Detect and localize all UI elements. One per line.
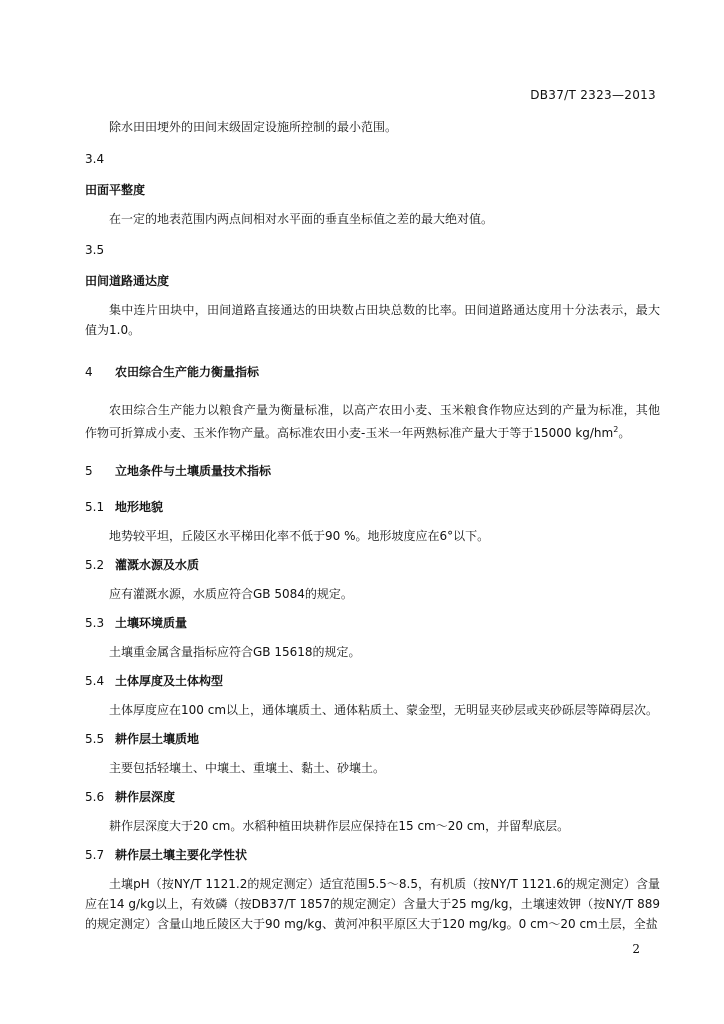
continuation-text: 除水田田埂外的田间末级固定设施所控制的最小范围。 xyxy=(109,120,398,134)
subsection-heading xyxy=(85,787,660,807)
subsection-text: 土体厚度应在100 cm以上，通体壤质土、通体粘质土、蒙金型，无明显夹砂层或夹砂砾层等障碍层次。 xyxy=(109,703,659,717)
subsection-title: 耕作层土壤主要化学性状 xyxy=(115,848,248,862)
subsection-heading xyxy=(85,555,660,575)
subsection-heading xyxy=(85,845,660,865)
subsection-text: 土壤pH（按NY/T 1121.2的规定测定）适宜范围5.5～8.5，有机质（按NY/T 1121.6的规定测定）含量应在14 g/kg以上，有效磷（按DB37/T 1857的规定测定）含量大于25 mg/kg，土壤速效钾（按NY/T 889的规定测定）含量山地丘陵区大于90 mg/kg、黄河冲积平原区大于120 mg/kg。0 cm～20 cm土层，全盐 xyxy=(85,877,660,931)
unit-superscript: 2 xyxy=(613,425,619,434)
subsection-number: 5.2 xyxy=(85,558,105,572)
subsection-heading xyxy=(85,497,660,517)
section-text-main: 农田综合生产能力以粮食产量为衡量标准，以高产农田小麦、玉米粮食作物应达到的产量为标准，其他作物可折算成小麦、玉米作物产量。高标准农田小麦-玉米一年两熟标准产量大于等于15000 kg/hm xyxy=(85,403,660,440)
section-title: 农田综合生产能力衡量指标 xyxy=(115,365,260,379)
subsection-heading xyxy=(85,729,660,749)
subsection-number: 5.4 xyxy=(85,674,105,688)
section-heading xyxy=(85,362,660,382)
subsection-title: 土壤环境质量 xyxy=(115,616,188,630)
subsection-title: 土体厚度及土体构型 xyxy=(115,674,224,688)
subsection-title: 耕作层土壤质地 xyxy=(115,732,200,746)
subsection-heading xyxy=(85,613,660,633)
subsection-number: 5.1 xyxy=(85,500,105,514)
page-number: 2 xyxy=(632,942,640,956)
subsection-title: 地形地貌 xyxy=(115,500,164,514)
subsection-number: 5.6 xyxy=(85,790,105,804)
section-heading xyxy=(85,461,660,481)
subsection-number: 5.5 xyxy=(85,732,105,746)
section-title: 立地条件与土壤质量技术指标 xyxy=(115,464,272,478)
subsection-text: 主要包括轻壤土、中壤土、重壤土、黏土、砂壤土。 xyxy=(109,761,386,775)
section-text-end: 。 xyxy=(618,426,631,440)
section-text xyxy=(85,400,660,443)
subsection-number: 5.7 xyxy=(85,848,105,862)
term-number: 3.4 xyxy=(85,152,105,166)
subsection-title: 耕作层深度 xyxy=(115,790,176,804)
term-title: 田间道路通达度 xyxy=(85,274,170,288)
term-definition: 集中连片田块中，田间道路直接通达的田块数占田块总数的比率。田间道路通达度用十分法表示，最大值为1.0。 xyxy=(85,303,660,337)
subsection-text: 应有灌溉水源，水质应符合GB 5084的规定。 xyxy=(109,587,353,601)
subsection-text: 地势较平坦，丘陵区水平梯田化率不低于90 %。地形坡度应在6°以下。 xyxy=(109,529,490,543)
term-number: 3.5 xyxy=(85,243,105,257)
term-definition: 在一定的地表范围内两点间相对水平面的垂直坐标值之差的最大绝对值。 xyxy=(109,212,494,226)
term-title: 田面平整度 xyxy=(85,183,146,197)
document-body xyxy=(85,117,660,934)
subsection-number: 5.3 xyxy=(85,616,105,630)
standard-code: DB37/T 2323—2013 xyxy=(530,88,656,102)
section-number: 5 xyxy=(85,464,93,478)
subsection-heading xyxy=(85,671,660,691)
section-number: 4 xyxy=(85,365,93,379)
subsection-text: 耕作层深度大于20 cm。水稻种植田块耕作层应保持在15 cm～20 cm，并留犁底层。 xyxy=(109,819,570,833)
subsection-title: 灌溉水源及水质 xyxy=(115,558,200,572)
subsection-text: 土壤重金属含量指标应符合GB 15618的规定。 xyxy=(109,645,361,659)
